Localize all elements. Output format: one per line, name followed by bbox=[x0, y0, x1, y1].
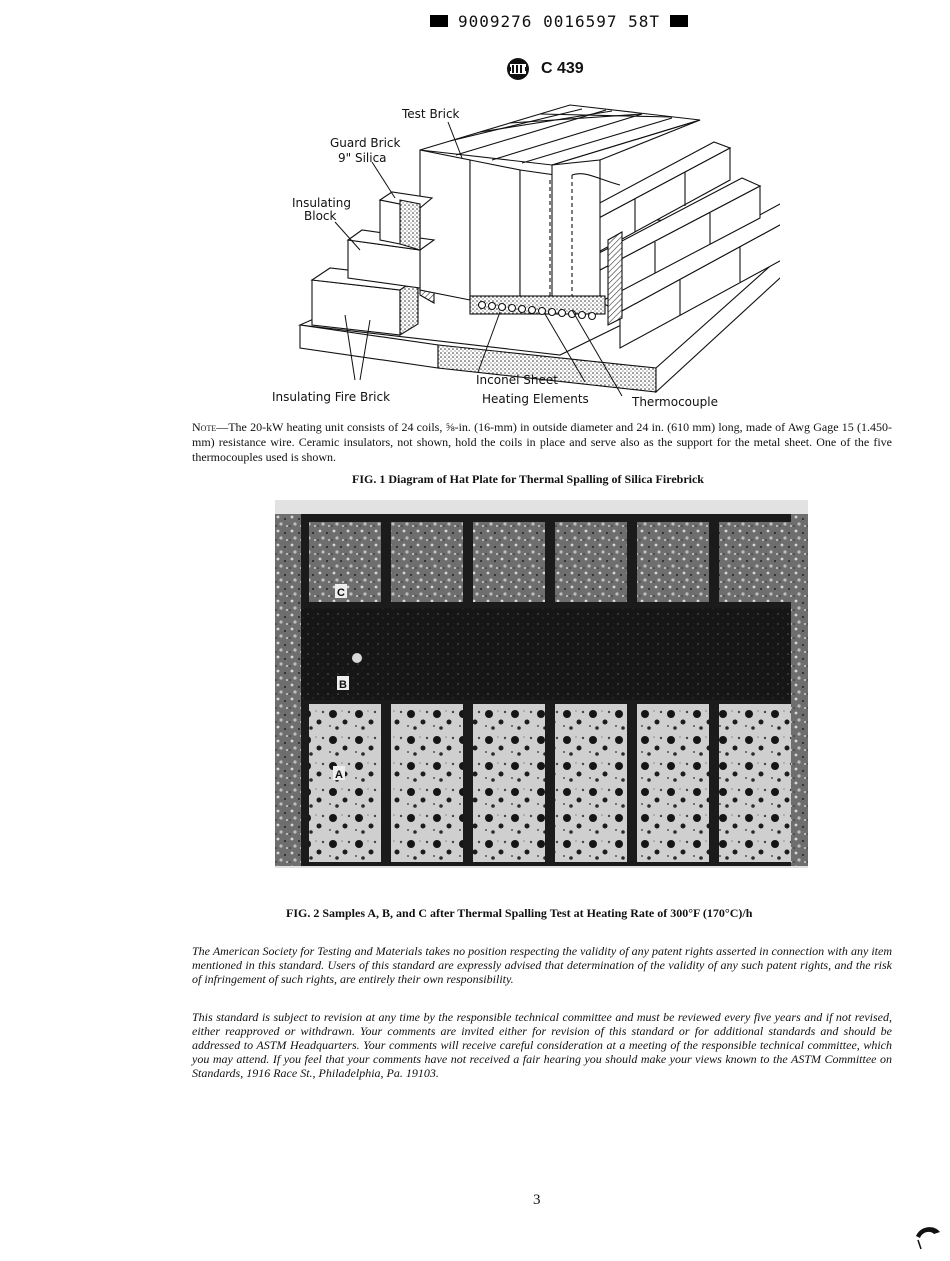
label-guard-brick: Guard Brick bbox=[330, 136, 401, 150]
sample-label-a: A bbox=[335, 769, 343, 781]
sample-label-b: B bbox=[339, 679, 347, 691]
middle-dark-band bbox=[301, 608, 808, 700]
barcode-text: 9009276 0016597 58T bbox=[458, 11, 661, 31]
scan-corner-mark-icon bbox=[912, 1222, 942, 1252]
front-test-brick-4 bbox=[552, 160, 600, 308]
note-text: —The 20-kW heating unit consists of 24 coils, ⅝-in. (16-mm) in outside diameter and 24 in. (610 mm) long, made of Awg Gage 15 (1.450-mm) resistance wire. Ceramic insulators, not shown, hold the coils in place and serve also as the support for the metal sheet. One of the five thermocouples used is shown. bbox=[192, 420, 892, 464]
figure2-photo bbox=[275, 500, 808, 868]
label-guard-brick-silica: 9" Silica bbox=[338, 151, 387, 165]
label-test-brick: Test Brick bbox=[402, 107, 460, 121]
figure1-note bbox=[192, 420, 892, 465]
sample-label-c: C bbox=[337, 587, 345, 599]
revision-notice: This standard is subject to revision at any time by the responsible technical committee and must be reviewed every five years and if not revised, either reapproved or withdrawn. Your comments are invited either for revision of this standard or for additional standards and should be addressed to ASTM Headquarters. Your comments will receive careful consideration at a meeting of the responsible technical committee, which you may attend. If you feel that your comments have not received a fair hearing you should make your views known to the ASTM Committee on Standards, 1916 Race St., Philadelphia, Pa. 19103. bbox=[192, 1010, 892, 1080]
label-insulating-block-1: Insulating bbox=[292, 196, 351, 210]
label-heating-elements: Heating Elements bbox=[482, 392, 589, 406]
label-insulating-block-2: Block bbox=[304, 209, 337, 223]
standard-header bbox=[505, 56, 584, 82]
patent-disclaimer: The American Society for Testing and Materials takes no position respecting the validity of any patent rights asserted in connection with any item mentioned in this standard. Users of this standard are expressly advised that determination of the validity of any such patent rights, and the risk of infringement of such rights, are entirely their own responsibility. bbox=[192, 944, 892, 986]
label-thermocouple: Thermocouple bbox=[632, 395, 718, 409]
test-brick-stack-top bbox=[420, 105, 700, 165]
front-test-brick-1 bbox=[420, 150, 470, 300]
barcode-block-left bbox=[430, 15, 448, 27]
barcode-block-right bbox=[670, 15, 688, 27]
figure1-caption: FIG. 1 Diagram of Hat Plate for Thermal Spalling of Silica Firebrick bbox=[352, 472, 704, 486]
front-test-brick-2 bbox=[470, 160, 520, 310]
document-barcode bbox=[430, 10, 720, 32]
figure2-caption: FIG. 2 Samples A, B, and C after Thermal Spalling Test at Heating Rate of 300°F (170°C)/h bbox=[286, 906, 753, 920]
astm-logo-icon bbox=[505, 56, 531, 82]
page-number: 3 bbox=[533, 1192, 541, 1208]
guard-layer-right bbox=[608, 232, 622, 325]
standard-number: C 439 bbox=[541, 60, 584, 77]
note-prefix: Note bbox=[192, 420, 217, 434]
label-inconel-sheet: Inconel Sheet bbox=[476, 373, 558, 387]
figure1-diagram bbox=[260, 100, 780, 415]
label-insulating-fire-brick: Insulating Fire Brick bbox=[272, 390, 391, 404]
